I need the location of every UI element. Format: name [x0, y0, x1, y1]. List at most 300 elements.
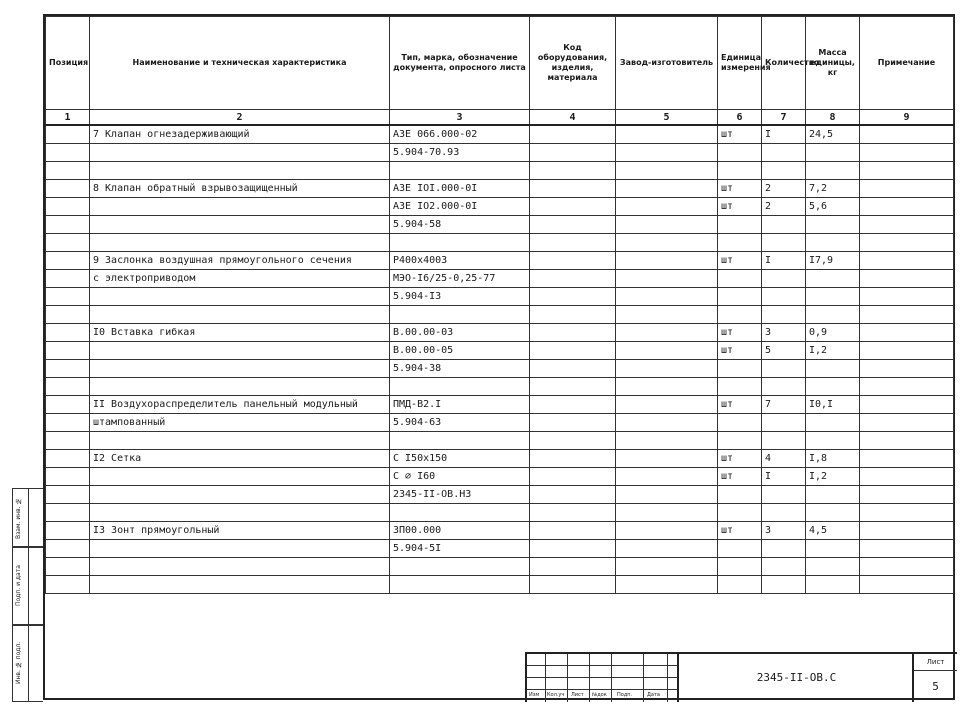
cell-mass	[806, 234, 860, 252]
cell-mass: I,8	[806, 450, 860, 468]
cell-name	[90, 486, 390, 504]
cell-type: Р400х400З	[390, 252, 530, 270]
cell-position	[46, 522, 90, 540]
table-row	[46, 450, 954, 468]
cell-position	[46, 468, 90, 486]
cell-note	[860, 216, 954, 234]
cell-name	[90, 540, 390, 558]
cell-code	[530, 252, 616, 270]
stamp-caption: Подп.	[617, 692, 633, 698]
cell-name: I0 Вставка гибкая	[90, 324, 390, 342]
header-unit: Единица измерения	[718, 17, 762, 110]
cell-unit: шт	[718, 342, 762, 360]
cell-position	[46, 378, 90, 396]
cell-maker	[616, 540, 718, 558]
cell-unit: шт	[718, 180, 762, 198]
cell-note	[860, 486, 954, 504]
table-row	[46, 414, 954, 432]
cell-code	[530, 342, 616, 360]
cell-mass: I7,9	[806, 252, 860, 270]
header-type: Тип, марка, обозначение документа, опросного листа	[390, 17, 530, 110]
cell-unit	[718, 360, 762, 378]
cell-name	[90, 306, 390, 324]
cell-type	[390, 576, 530, 594]
cell-unit	[718, 558, 762, 576]
cell-type	[390, 558, 530, 576]
cell-code	[530, 432, 616, 450]
cell-code	[530, 468, 616, 486]
table-row	[46, 306, 954, 324]
cell-note	[860, 432, 954, 450]
cell-unit	[718, 486, 762, 504]
header-mass: Масса единицы, кг	[806, 17, 860, 110]
cell-note	[860, 540, 954, 558]
cell-name: 8 Клапан обратный взрывозащищенный	[90, 180, 390, 198]
stamp-caption: Изм	[529, 692, 540, 698]
cell-mass	[806, 216, 860, 234]
table-row	[46, 378, 954, 396]
side-label: Подп. и дата	[15, 565, 22, 607]
cell-name: 9 Заслонка воздушная прямоугольного сечения	[90, 252, 390, 270]
cell-unit	[718, 378, 762, 396]
cell-name	[90, 144, 390, 162]
cell-mass	[806, 270, 860, 288]
cell-note	[860, 234, 954, 252]
cell-name: I3 Зонт прямоугольный	[90, 522, 390, 540]
cell-type: МЭО-I6/25-0,25-77	[390, 270, 530, 288]
cell-quantity: I	[762, 252, 806, 270]
table-row	[46, 360, 954, 378]
cell-note	[860, 450, 954, 468]
cell-code	[530, 324, 616, 342]
cell-quantity: I	[762, 125, 806, 144]
cell-mass	[806, 360, 860, 378]
cell-type: 2345-II-ОВ.НЗ	[390, 486, 530, 504]
cell-unit	[718, 144, 762, 162]
cell-name	[90, 216, 390, 234]
cell-note	[860, 504, 954, 522]
table-row	[46, 216, 954, 234]
cell-position	[46, 342, 90, 360]
cell-position	[46, 144, 90, 162]
cell-type: 5.904-70.93	[390, 144, 530, 162]
cell-position	[46, 360, 90, 378]
cell-maker	[616, 288, 718, 306]
cell-maker	[616, 342, 718, 360]
cell-type: В.00.00-03	[390, 324, 530, 342]
cell-position	[46, 504, 90, 522]
cell-type: ЗП00.000	[390, 522, 530, 540]
sheet-number: 5	[932, 680, 939, 693]
column-number: 1	[46, 110, 90, 126]
cell-note	[860, 396, 954, 414]
cell-maker	[616, 378, 718, 396]
cell-mass	[806, 540, 860, 558]
table-row	[46, 198, 954, 216]
cell-quantity: 4	[762, 450, 806, 468]
header-row	[46, 17, 954, 110]
cell-name	[90, 342, 390, 360]
cell-position	[46, 414, 90, 432]
cell-type: 5.904-5I	[390, 540, 530, 558]
cell-note	[860, 576, 954, 594]
cell-note	[860, 324, 954, 342]
cell-type: 5.904-I3	[390, 288, 530, 306]
cell-position	[46, 234, 90, 252]
cell-type: 5.904-63	[390, 414, 530, 432]
column-number: 4	[530, 110, 616, 126]
revision-grid	[527, 654, 677, 702]
cell-unit	[718, 288, 762, 306]
cell-quantity	[762, 288, 806, 306]
cell-unit	[718, 504, 762, 522]
cell-unit: шт	[718, 198, 762, 216]
cell-code	[530, 558, 616, 576]
cell-code	[530, 216, 616, 234]
cell-name	[90, 504, 390, 522]
side-stamp-replaced	[12, 488, 43, 548]
cell-name	[90, 468, 390, 486]
cell-code	[530, 270, 616, 288]
cell-mass	[806, 414, 860, 432]
cell-maker	[616, 468, 718, 486]
cell-name: штампованный	[90, 414, 390, 432]
cell-type: 5.904-38	[390, 360, 530, 378]
cell-position	[46, 162, 90, 180]
cell-quantity	[762, 270, 806, 288]
drawing-sheet	[43, 14, 955, 700]
cell-quantity	[762, 162, 806, 180]
column-number-row	[46, 110, 954, 126]
cell-code	[530, 450, 616, 468]
cell-type	[390, 378, 530, 396]
column-number: 3	[390, 110, 530, 126]
cell-note	[860, 342, 954, 360]
cell-code	[530, 162, 616, 180]
cell-mass: I,2	[806, 342, 860, 360]
cell-unit	[718, 432, 762, 450]
cell-code	[530, 125, 616, 144]
table-row	[46, 504, 954, 522]
column-number: 8	[806, 110, 860, 126]
column-number: 7	[762, 110, 806, 126]
cell-quantity	[762, 486, 806, 504]
cell-type	[390, 504, 530, 522]
cell-maker	[616, 486, 718, 504]
table-row	[46, 180, 954, 198]
cell-unit	[718, 216, 762, 234]
cell-type: АЗЕ IOI.000-0I	[390, 180, 530, 198]
cell-note	[860, 414, 954, 432]
cell-maker	[616, 324, 718, 342]
cell-code	[530, 486, 616, 504]
cell-position	[46, 324, 90, 342]
cell-maker	[616, 216, 718, 234]
cell-mass: 4,5	[806, 522, 860, 540]
table-row	[46, 144, 954, 162]
cell-quantity	[762, 306, 806, 324]
cell-quantity: 3	[762, 324, 806, 342]
cell-note	[860, 288, 954, 306]
cell-type	[390, 234, 530, 252]
title-block	[525, 652, 957, 702]
stamp-caption: Лист	[571, 692, 584, 698]
cell-mass: I0,I	[806, 396, 860, 414]
header-note: Примечание	[860, 17, 954, 110]
side-stamp-inventory	[12, 624, 43, 702]
cell-mass: 24,5	[806, 125, 860, 144]
cell-mass	[806, 144, 860, 162]
cell-note	[860, 306, 954, 324]
cell-quantity	[762, 414, 806, 432]
cell-quantity	[762, 432, 806, 450]
cell-mass	[806, 576, 860, 594]
header-code: Код оборудования, изделия, материала	[530, 17, 616, 110]
cell-quantity: 7	[762, 396, 806, 414]
cell-quantity: I	[762, 468, 806, 486]
cell-type: С ∅ I60	[390, 468, 530, 486]
cell-code	[530, 198, 616, 216]
cell-note	[860, 522, 954, 540]
cell-quantity: 2	[762, 198, 806, 216]
cell-quantity	[762, 144, 806, 162]
cell-mass: 0,9	[806, 324, 860, 342]
cell-mass	[806, 288, 860, 306]
cell-code	[530, 180, 616, 198]
cell-code	[530, 234, 616, 252]
cell-position	[46, 125, 90, 144]
table-row	[46, 234, 954, 252]
cell-maker	[616, 432, 718, 450]
cell-type	[390, 162, 530, 180]
cell-quantity	[762, 234, 806, 252]
header-position: Позиция	[46, 17, 90, 110]
cell-note	[860, 558, 954, 576]
cell-quantity: 3	[762, 522, 806, 540]
cell-unit	[718, 162, 762, 180]
cell-note	[860, 468, 954, 486]
cell-unit: шт	[718, 450, 762, 468]
cell-code	[530, 504, 616, 522]
cell-maker	[616, 144, 718, 162]
table-row	[46, 540, 954, 558]
table-row	[46, 576, 954, 594]
cell-quantity	[762, 216, 806, 234]
cell-quantity	[762, 378, 806, 396]
cell-maker	[616, 234, 718, 252]
cell-quantity	[762, 576, 806, 594]
cell-maker	[616, 414, 718, 432]
cell-note	[860, 378, 954, 396]
cell-type: В.00.00-05	[390, 342, 530, 360]
cell-maker	[616, 396, 718, 414]
cell-type: ПМД-В2.I	[390, 396, 530, 414]
cell-code	[530, 378, 616, 396]
cell-code	[530, 522, 616, 540]
cell-mass: I,2	[806, 468, 860, 486]
cell-unit: шт	[718, 324, 762, 342]
table-row	[46, 558, 954, 576]
cell-maker	[616, 522, 718, 540]
cell-unit	[718, 576, 762, 594]
cell-note	[860, 162, 954, 180]
cell-position	[46, 180, 90, 198]
cell-position	[46, 216, 90, 234]
cell-unit: шт	[718, 252, 762, 270]
cell-unit	[718, 270, 762, 288]
cell-name	[90, 234, 390, 252]
cell-mass: 5,6	[806, 198, 860, 216]
cell-name	[90, 432, 390, 450]
cell-type: 5.904-58	[390, 216, 530, 234]
table-row	[46, 396, 954, 414]
cell-mass: 7,2	[806, 180, 860, 198]
cell-name: I2 Сетка	[90, 450, 390, 468]
cell-quantity	[762, 360, 806, 378]
cell-mass	[806, 432, 860, 450]
cell-maker	[616, 162, 718, 180]
cell-maker	[616, 360, 718, 378]
cell-unit: шт	[718, 396, 762, 414]
table-row	[46, 288, 954, 306]
cell-maker	[616, 504, 718, 522]
column-number: 5	[616, 110, 718, 126]
cell-name	[90, 288, 390, 306]
cell-maker	[616, 252, 718, 270]
cell-unit	[718, 414, 762, 432]
cell-unit	[718, 234, 762, 252]
table-row	[46, 162, 954, 180]
cell-maker	[616, 558, 718, 576]
cell-unit	[718, 540, 762, 558]
cell-type	[390, 306, 530, 324]
cell-maker	[616, 198, 718, 216]
cell-position	[46, 450, 90, 468]
cell-maker	[616, 180, 718, 198]
cell-type: АЗЕ 066.000-02	[390, 125, 530, 144]
cell-position	[46, 288, 90, 306]
cell-mass	[806, 162, 860, 180]
cell-mass	[806, 306, 860, 324]
cell-name	[90, 162, 390, 180]
cell-position	[46, 486, 90, 504]
cell-note	[860, 360, 954, 378]
cell-code	[530, 306, 616, 324]
cell-name: 7 Клапан огнезадерживающий	[90, 125, 390, 144]
cell-position	[46, 540, 90, 558]
cell-maker	[616, 306, 718, 324]
table-row	[46, 522, 954, 540]
header-quantity: Количество	[762, 17, 806, 110]
cell-position	[46, 432, 90, 450]
table-row	[46, 324, 954, 342]
cell-type: С I50х150	[390, 450, 530, 468]
header-name: Наименование и техническая характеристика	[90, 17, 390, 110]
column-number: 2	[90, 110, 390, 126]
cell-maker	[616, 270, 718, 288]
cell-maker	[616, 450, 718, 468]
cell-position	[46, 198, 90, 216]
side-stamp-signature	[12, 546, 43, 626]
cell-code	[530, 540, 616, 558]
side-label: Взам. инв. №	[15, 497, 22, 539]
cell-unit: шт	[718, 522, 762, 540]
cell-maker	[616, 576, 718, 594]
cell-name	[90, 576, 390, 594]
table-row	[46, 468, 954, 486]
cell-position	[46, 396, 90, 414]
stamp-caption: Кол.уч	[547, 692, 565, 698]
cell-mass	[806, 486, 860, 504]
cell-position	[46, 252, 90, 270]
cell-quantity: 2	[762, 180, 806, 198]
table-row	[46, 252, 954, 270]
cell-type	[390, 432, 530, 450]
cell-name: II Воздухораспределитель панельный модульный	[90, 396, 390, 414]
cell-name	[90, 360, 390, 378]
cell-name	[90, 198, 390, 216]
cell-code	[530, 396, 616, 414]
document-code: 2345-II-ОВ.С	[677, 654, 914, 702]
cell-code	[530, 144, 616, 162]
cell-note	[860, 270, 954, 288]
table-row	[46, 342, 954, 360]
cell-name	[90, 558, 390, 576]
table-row	[46, 432, 954, 450]
cell-note	[860, 198, 954, 216]
cell-note	[860, 252, 954, 270]
cell-code	[530, 576, 616, 594]
stamp-caption: Дата	[647, 692, 660, 698]
cell-quantity: 5	[762, 342, 806, 360]
table-row	[46, 125, 954, 144]
cell-mass	[806, 558, 860, 576]
side-label: Инв. № подл.	[15, 641, 22, 685]
cell-note	[860, 180, 954, 198]
cell-unit: шт	[718, 468, 762, 486]
column-number: 9	[860, 110, 954, 126]
sheet-box	[912, 654, 957, 702]
cell-mass	[806, 378, 860, 396]
cell-maker	[616, 125, 718, 144]
cell-type: АЗЕ IO2.000-0I	[390, 198, 530, 216]
specification-table	[45, 16, 954, 594]
table-row	[46, 486, 954, 504]
table-row	[46, 270, 954, 288]
cell-position	[46, 558, 90, 576]
cell-code	[530, 414, 616, 432]
cell-position	[46, 576, 90, 594]
cell-quantity	[762, 558, 806, 576]
column-number: 6	[718, 110, 762, 126]
cell-mass	[806, 504, 860, 522]
cell-name	[90, 378, 390, 396]
cell-code	[530, 288, 616, 306]
cell-code	[530, 360, 616, 378]
cell-note	[860, 125, 954, 144]
cell-position	[46, 306, 90, 324]
cell-note	[860, 144, 954, 162]
cell-name: с электроприводом	[90, 270, 390, 288]
header-maker: Завод-изготовитель	[616, 17, 718, 110]
cell-quantity	[762, 540, 806, 558]
cell-position	[46, 270, 90, 288]
cell-quantity	[762, 504, 806, 522]
cell-unit	[718, 306, 762, 324]
sheet-label: Лист	[914, 654, 957, 671]
stamp-caption: №док	[592, 692, 607, 698]
cell-unit: шт	[718, 125, 762, 144]
